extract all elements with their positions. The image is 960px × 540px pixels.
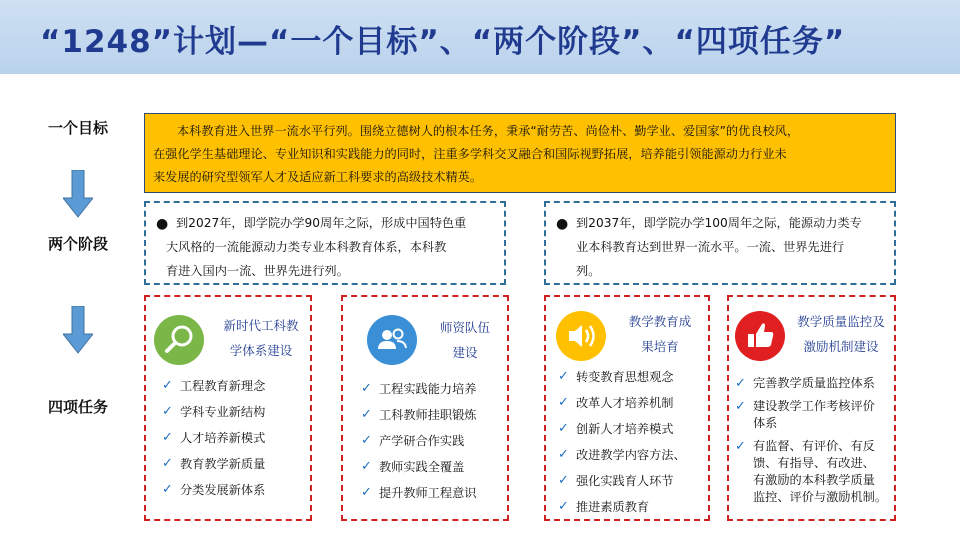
stage-text-line: 育进入国内一流、世界先进行列。 (166, 264, 349, 278)
list-item: ✓ 教师实践全覆盖 (361, 454, 511, 480)
list-item: ✓ 建设教学工作考核评价 体系 (735, 399, 875, 430)
goal-text-line: 来发展的研究型领军人才及适应新工科要求的高级技术精英。 (153, 170, 483, 184)
stage-text-line: 到2027年，即学院办学90周年之际，形成中国特色重 (176, 216, 467, 230)
task-title (612, 309, 708, 359)
task-card-quality-monitoring (727, 295, 896, 521)
goal-label: 一个目标 (48, 119, 109, 137)
check-icon: ✓ (735, 376, 746, 391)
task-title-line: 学体系建设 (229, 343, 293, 358)
list-item: ✓ 完善教学质量监控体系 (735, 376, 875, 391)
bullet-icon: ● (556, 216, 569, 232)
task-title-line: 果培育 (641, 339, 679, 354)
check-icon: ✓ (162, 430, 173, 445)
task-title (787, 309, 895, 359)
check-icon: ✓ (162, 404, 173, 419)
goal-text-line: 在强化学生基础理论、专业知识和实践能力的同时，注重多学科交叉融合和国际视野拓展，培养能引领能源动力行业未 (153, 147, 787, 161)
task-title-line: 师资队伍 (439, 320, 490, 335)
list-item: ✓ 工程实践能力培养 (361, 376, 511, 402)
list-item: ✓ 工科教师挂职锻炼 (361, 402, 511, 428)
list-item: ✓ 工程教育新理念 (162, 373, 312, 399)
task-list (558, 364, 710, 520)
list-item: ✓ 学科专业新结构 (162, 399, 312, 425)
list-item: ✓ 强化实践育人环节 (558, 468, 710, 494)
task-title-line: 新时代工科教 (223, 318, 299, 333)
check-icon: ✓ (558, 369, 569, 384)
check-icon: ✓ (361, 381, 372, 396)
task-title-line: 教学质量监控及 (797, 314, 885, 329)
check-icon: ✓ (361, 433, 372, 448)
list-item: ✓ 改进教学内容方法、 (558, 442, 710, 468)
list-item: ✓ 分类发展新体系 (162, 477, 312, 503)
stages-label: 两个阶段 (48, 235, 109, 253)
stage-box-2027 (144, 201, 506, 285)
check-icon: ✓ (558, 473, 569, 488)
check-icon: ✓ (558, 447, 569, 462)
task-list (361, 376, 511, 506)
list-item: ✓ 转变教育思想观念 (558, 364, 710, 390)
stage-text-line: 列。 (576, 264, 601, 278)
list-item: ✓ 产学研合作实践 (361, 428, 511, 454)
task-card-curriculum (144, 295, 312, 521)
people-icon (367, 315, 417, 365)
speaker-icon (556, 311, 606, 361)
bullet-icon: ● (156, 216, 169, 232)
list-item: ✓ 改革人才培养机制 (558, 390, 710, 416)
check-icon: ✓ (558, 499, 569, 514)
goal-box (144, 113, 896, 193)
list-item: ✓ 教育教学新质量 (162, 451, 312, 477)
task-title (212, 313, 310, 363)
down-arrow-icon (63, 170, 93, 218)
task-title-line: 激励机制建设 (803, 339, 879, 354)
list-item: ✓ 有监督、有评价、有反 馈、有指导、有改进、 有激励的本科教学质量 监控、评价与激励机制。 (735, 439, 888, 504)
check-icon: ✓ (735, 439, 746, 454)
task-title (425, 315, 505, 365)
check-icon: ✓ (558, 395, 569, 410)
check-icon: ✓ (162, 482, 173, 497)
list-item: ✓ 提升教师工程意识 (361, 480, 511, 506)
page-title: “1248”计划—“一个目标”、“两个阶段”、“四项任务” (40, 24, 846, 60)
task-list (162, 373, 312, 503)
task-title-line: 建设 (452, 345, 478, 360)
check-icon: ✓ (558, 421, 569, 436)
list-item: ✓ 人才培养新模式 (162, 425, 312, 451)
task-title-line: 教学教育成 (628, 314, 692, 329)
list-item: ✓ 创新人才培养模式 (558, 416, 710, 442)
stage-text-line: 到2037年，即学院办学100周年之际，能源动力类专 (576, 216, 862, 230)
stage-box-2037 (544, 201, 896, 285)
check-icon: ✓ (162, 378, 173, 393)
task-card-achievements (544, 295, 710, 521)
tasks-label: 四项任务 (48, 398, 109, 416)
down-arrow-icon (63, 306, 93, 354)
magnifier-icon (154, 315, 204, 365)
stage-text-line: 大风格的一流能源动力类专业本科教育体系，本科教 (166, 240, 447, 254)
task-card-faculty (341, 295, 509, 521)
check-icon: ✓ (361, 407, 372, 422)
thumbs-up-icon (735, 311, 785, 361)
check-icon: ✓ (162, 456, 173, 471)
list-item: ✓ 推进素质教育 (558, 494, 710, 520)
check-icon: ✓ (735, 399, 746, 414)
check-icon: ✓ (361, 459, 372, 474)
stage-text-line: 业本科教育达到世界一流水平。一流、世界先进行 (576, 240, 845, 254)
task-list (735, 375, 895, 506)
check-icon: ✓ (361, 485, 372, 500)
title-bar (0, 0, 960, 74)
goal-text-line: 本科教育进入世界一流水平行列。围绕立德树人的根本任务，秉承“耐劳苦、尚俭朴、勤学业、爱国家”的优良校风， (177, 124, 800, 138)
